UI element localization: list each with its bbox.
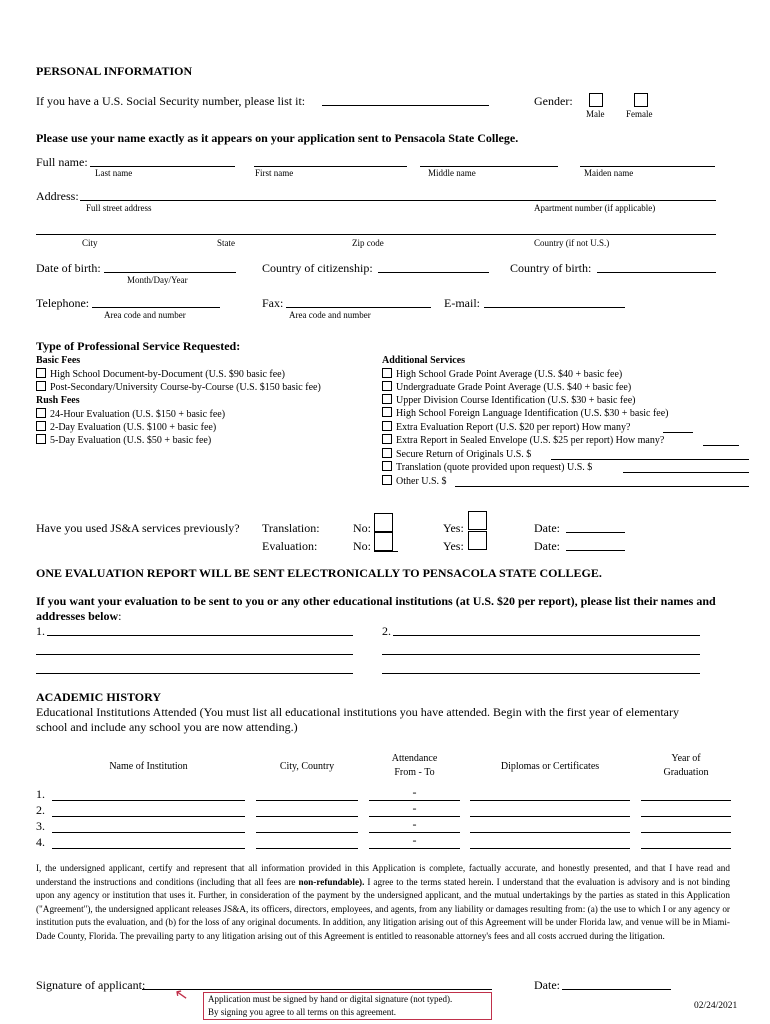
citizenship-field[interactable] bbox=[378, 272, 489, 273]
male-label: Male bbox=[586, 109, 605, 119]
recipients-instruction: If you want your evaluation to be sent to you or any other educational institutions (at U.S. $20 per report), please list their names and bbox=[36, 594, 716, 608]
dash: - bbox=[412, 785, 417, 799]
service-option[interactable] bbox=[36, 421, 216, 433]
col-graduation-header: Graduation bbox=[663, 767, 709, 778]
maiden-name-hint: Maiden name bbox=[584, 168, 634, 178]
signature-field[interactable] bbox=[142, 989, 492, 990]
translation-date-label: Date: bbox=[534, 521, 560, 535]
row-number: 3. bbox=[36, 819, 45, 833]
city-country-field[interactable] bbox=[256, 832, 358, 833]
maiden-name-field[interactable] bbox=[580, 166, 715, 167]
other-amount-field[interactable] bbox=[455, 486, 749, 487]
translation-amount-field[interactable] bbox=[623, 472, 749, 473]
checkbox[interactable] bbox=[36, 434, 46, 444]
translation-label: Translation: bbox=[262, 521, 320, 535]
recipient-2-line[interactable] bbox=[393, 635, 700, 636]
dob-label: Date of birth: bbox=[36, 261, 101, 275]
fax-label: Fax: bbox=[262, 296, 284, 310]
translation-date-field[interactable] bbox=[566, 532, 625, 533]
secure-return-field[interactable] bbox=[551, 459, 749, 460]
middle-name-hint: Middle name bbox=[428, 168, 476, 178]
evaluation-date-label: Date: bbox=[534, 539, 560, 553]
recipient-1-line[interactable] bbox=[36, 673, 353, 674]
translation-no-checkbox[interactable] bbox=[374, 513, 393, 532]
gender-label: Gender: bbox=[534, 94, 573, 108]
dob-hint: Month/Day/Year bbox=[127, 275, 188, 285]
recipient-1-line[interactable] bbox=[47, 635, 353, 636]
diplomas-field[interactable] bbox=[470, 832, 630, 833]
address-label: Address: bbox=[36, 189, 79, 203]
row-number: 4. bbox=[36, 835, 45, 849]
dash: - bbox=[412, 817, 417, 831]
last-name-field[interactable] bbox=[90, 166, 235, 167]
middle-name-field[interactable] bbox=[420, 166, 558, 167]
first-name-field[interactable] bbox=[254, 166, 407, 167]
checkbox[interactable] bbox=[382, 448, 392, 458]
state-hint: State bbox=[217, 238, 235, 248]
street-hint: Full street address bbox=[86, 203, 152, 213]
fullname-label: Full name: bbox=[36, 155, 88, 169]
legal-text-part: I agree to the terms stated herein. I understand that the evaluation is advisory and is not binding upon any agency or institution that uses it. Further, in consideration of the payment by the undersigned applicant, and the mutual undertakings by the parties as stated in this Application ("Agreement"), the undersigned applicant releases JS&A, its officers, directors, employees, and agents, from any liability or damages resulting from: (a) the use to which I or any agency or institution puts the evaluation, and (b) for the loss of any original documents. In addition, any litigation arising out of this Agreement will be under Florida law, and venue will be in Miami-Dade County, Florida. The prevailing party to any litigation arising out of this Agreement is entitled to reasonable attorney's fees and all costs accrued during the litigation. bbox=[36, 876, 730, 941]
service-option[interactable] bbox=[382, 434, 664, 446]
evaluation-no-label: No: bbox=[353, 539, 371, 553]
col-year-header: Year of bbox=[671, 753, 701, 764]
service-option[interactable] bbox=[382, 394, 635, 406]
male-checkbox[interactable] bbox=[589, 93, 603, 107]
fax-field[interactable] bbox=[286, 307, 431, 308]
street-address-field[interactable] bbox=[80, 200, 716, 201]
academic-instruction: Educational Institutions Attended (You must list all educational institutions you have attended. Begin with the first year of elementary bbox=[36, 705, 679, 719]
checkbox[interactable] bbox=[36, 408, 46, 418]
arrow-icon: ← bbox=[170, 982, 193, 1007]
service-label: High School Foreign Language Identification (U.S. $30 + basic fee) bbox=[396, 408, 669, 419]
institution-field[interactable] bbox=[52, 816, 245, 817]
service-label: 2-Day Evaluation (U.S. $100 + basic fee) bbox=[50, 422, 217, 433]
electronic-notice: ONE EVALUATION REPORT WILL BE SENT ELECTRONICALLY TO PENSACOLA STATE COLLEGE. bbox=[36, 566, 602, 580]
institution-field[interactable] bbox=[52, 848, 245, 849]
checkbox[interactable] bbox=[36, 421, 46, 431]
city-state-zip-field[interactable] bbox=[36, 234, 716, 235]
first-name-hint: First name bbox=[255, 168, 294, 178]
recipients-instruction-2 bbox=[36, 609, 121, 624]
dash: - bbox=[412, 833, 417, 847]
service-label: Upper Division Course Identification (U.S. $30 + basic fee) bbox=[396, 395, 636, 406]
checkbox[interactable] bbox=[382, 421, 392, 431]
colon: : bbox=[118, 609, 122, 623]
telephone-field[interactable] bbox=[92, 307, 220, 308]
sealed-count-field[interactable] bbox=[703, 445, 739, 446]
services-heading: Type of Professional Service Requested: bbox=[36, 339, 241, 353]
col-diplomas-header: Diplomas or Certificates bbox=[500, 761, 600, 772]
email-field[interactable] bbox=[484, 307, 625, 308]
col-attendance-header: Attendance bbox=[391, 753, 438, 764]
translation-no-label: No: bbox=[353, 521, 371, 535]
evaluation-yes-label: Yes: bbox=[443, 539, 464, 553]
last-name-hint: Last name bbox=[95, 168, 133, 178]
service-label: High School Document-by-Document (U.S. $90 basic fee) bbox=[50, 369, 285, 380]
service-label: 24-Hour Evaluation (U.S. $150 + basic fee) bbox=[50, 409, 226, 420]
recipient-1-line[interactable] bbox=[36, 654, 353, 655]
service-option[interactable] bbox=[382, 461, 592, 473]
additional-heading: Additional Services bbox=[382, 355, 466, 366]
telephone-label: Telephone: bbox=[36, 296, 90, 310]
non-refundable-text: non-refundable). bbox=[298, 876, 365, 887]
service-label: High School Grade Point Average (U.S. $40 + basic fee) bbox=[396, 369, 623, 380]
checkbox[interactable] bbox=[382, 394, 392, 404]
signature-label: Signature of applicant: bbox=[36, 978, 146, 992]
signature-note bbox=[203, 992, 492, 1020]
recipient-2-line[interactable] bbox=[382, 654, 700, 655]
country-hint: Country (if not U.S.) bbox=[534, 238, 610, 248]
fax-hint: Area code and number bbox=[289, 310, 371, 320]
service-option[interactable] bbox=[36, 368, 285, 380]
service-option[interactable] bbox=[382, 448, 531, 460]
year-field[interactable] bbox=[641, 832, 731, 833]
dob-field[interactable] bbox=[104, 272, 236, 273]
checkbox[interactable] bbox=[382, 407, 392, 417]
service-label: Post-Secondary/University Course-by-Course (U.S. $150 basic fee) bbox=[50, 382, 321, 393]
extra-report-count-field[interactable] bbox=[663, 432, 693, 433]
female-checkbox[interactable] bbox=[634, 93, 648, 107]
checkbox[interactable] bbox=[36, 381, 46, 391]
translation-yes-label: Yes: bbox=[443, 521, 464, 535]
recipient-2-number: 2. bbox=[382, 624, 391, 638]
city-hint: City bbox=[82, 238, 98, 248]
diplomas-field[interactable] bbox=[470, 800, 630, 801]
legal-text-part: I, the undersigned applicant, certify and represent that all information provided in this Application is complete, factually accurate, and honestly presented, and that I have read and understand the instructions and conditions (including that all fees are bbox=[36, 863, 730, 887]
service-option[interactable] bbox=[382, 407, 669, 419]
recipient-2-line[interactable] bbox=[382, 673, 700, 674]
evaluation-label: Evaluation: bbox=[262, 539, 318, 553]
checkbox[interactable] bbox=[382, 461, 392, 471]
city-country-field[interactable] bbox=[256, 848, 358, 849]
institution-field[interactable] bbox=[52, 832, 245, 833]
signature-date-field[interactable] bbox=[562, 989, 671, 990]
service-label: Extra Report in Sealed Envelope (U.S. $25 per report) How many? bbox=[396, 435, 665, 446]
service-label: Extra Evaluation Report (U.S. $20 per report) How many? bbox=[396, 422, 631, 433]
birth-country-label: Country of birth: bbox=[510, 261, 592, 275]
year-field[interactable] bbox=[641, 816, 731, 817]
service-label: 5-Day Evaluation (U.S. $50 + basic fee) bbox=[50, 435, 212, 446]
service-option[interactable] bbox=[36, 381, 321, 393]
service-label: Other U.S. $ bbox=[396, 476, 447, 487]
col-name-header: Name of Institution bbox=[109, 761, 188, 772]
dash: - bbox=[412, 801, 417, 815]
city-country-field[interactable] bbox=[256, 800, 358, 801]
service-option[interactable] bbox=[382, 381, 631, 393]
service-option[interactable] bbox=[36, 408, 225, 420]
col-city-header: City, Country bbox=[279, 761, 335, 772]
service-label: Undergraduate Grade Point Average (U.S. $40 + basic fee) bbox=[396, 382, 632, 393]
attendance-field[interactable] bbox=[369, 848, 460, 849]
telephone-hint: Area code and number bbox=[104, 310, 186, 320]
diplomas-field[interactable] bbox=[470, 848, 630, 849]
birth-country-field[interactable] bbox=[597, 272, 716, 273]
row-number: 2. bbox=[36, 803, 45, 817]
year-field[interactable] bbox=[641, 848, 731, 849]
checkbox[interactable] bbox=[382, 368, 392, 378]
translation-yes-checkbox[interactable] bbox=[468, 511, 487, 530]
certification-text bbox=[36, 862, 730, 944]
zip-hint: Zip code bbox=[352, 238, 384, 248]
no-underline bbox=[374, 551, 398, 552]
recipient-1-number: 1. bbox=[36, 624, 45, 638]
form-date: 02/24/2021 bbox=[694, 1001, 738, 1011]
checkbox[interactable] bbox=[382, 434, 392, 444]
service-label: Translation (quote provided upon request) U.S. $ bbox=[396, 462, 593, 473]
signature-note-line-2: By signing you agree to all terms on this agreement. bbox=[208, 1007, 396, 1017]
ssn-field[interactable] bbox=[322, 105, 489, 106]
citizenship-label: Country of citizenship: bbox=[262, 261, 373, 275]
service-option[interactable] bbox=[382, 368, 622, 380]
evaluation-yes-checkbox[interactable] bbox=[468, 531, 487, 550]
service-option[interactable] bbox=[382, 421, 630, 433]
diplomas-field[interactable] bbox=[470, 816, 630, 817]
rush-fees-heading: Rush Fees bbox=[36, 395, 80, 406]
academic-heading: ACADEMIC HISTORY bbox=[36, 690, 162, 704]
institution-field[interactable] bbox=[52, 800, 245, 801]
email-label: E-mail: bbox=[444, 296, 480, 310]
service-label: Secure Return of Originals U.S. $ bbox=[396, 449, 532, 460]
evaluation-date-field[interactable] bbox=[566, 550, 625, 551]
col-from-to-header: From - To bbox=[394, 767, 435, 778]
ssn-label: If you have a U.S. Social Security number, please list it: bbox=[36, 94, 306, 108]
academic-instruction-2: school and include any school you are now attending.) bbox=[36, 720, 298, 734]
basic-fees-heading: Basic Fees bbox=[36, 355, 81, 366]
signature-note-line-1: Application must be signed by hand or digital signature (not typed). bbox=[208, 994, 453, 1004]
year-field[interactable] bbox=[641, 800, 731, 801]
apartment-hint: Apartment number (if applicable) bbox=[534, 203, 656, 213]
name-instruction: Please use your name exactly as it appears on your application sent to Pensacola State College. bbox=[36, 131, 519, 145]
evaluation-no-checkbox[interactable] bbox=[374, 532, 393, 551]
recipients-instruction-bold: addresses below bbox=[36, 609, 119, 623]
service-option[interactable] bbox=[36, 434, 211, 446]
checkbox[interactable] bbox=[382, 381, 392, 391]
city-country-field[interactable] bbox=[256, 816, 358, 817]
row-number: 1. bbox=[36, 787, 45, 801]
previous-question: Have you used JS&A services previously? bbox=[36, 521, 240, 535]
service-option[interactable] bbox=[382, 475, 447, 487]
signature-date-label: Date: bbox=[534, 978, 560, 992]
personal-heading: PERSONAL INFORMATION bbox=[36, 64, 193, 78]
checkbox[interactable] bbox=[382, 475, 392, 485]
checkbox[interactable] bbox=[36, 368, 46, 378]
female-label: Female bbox=[626, 109, 653, 119]
